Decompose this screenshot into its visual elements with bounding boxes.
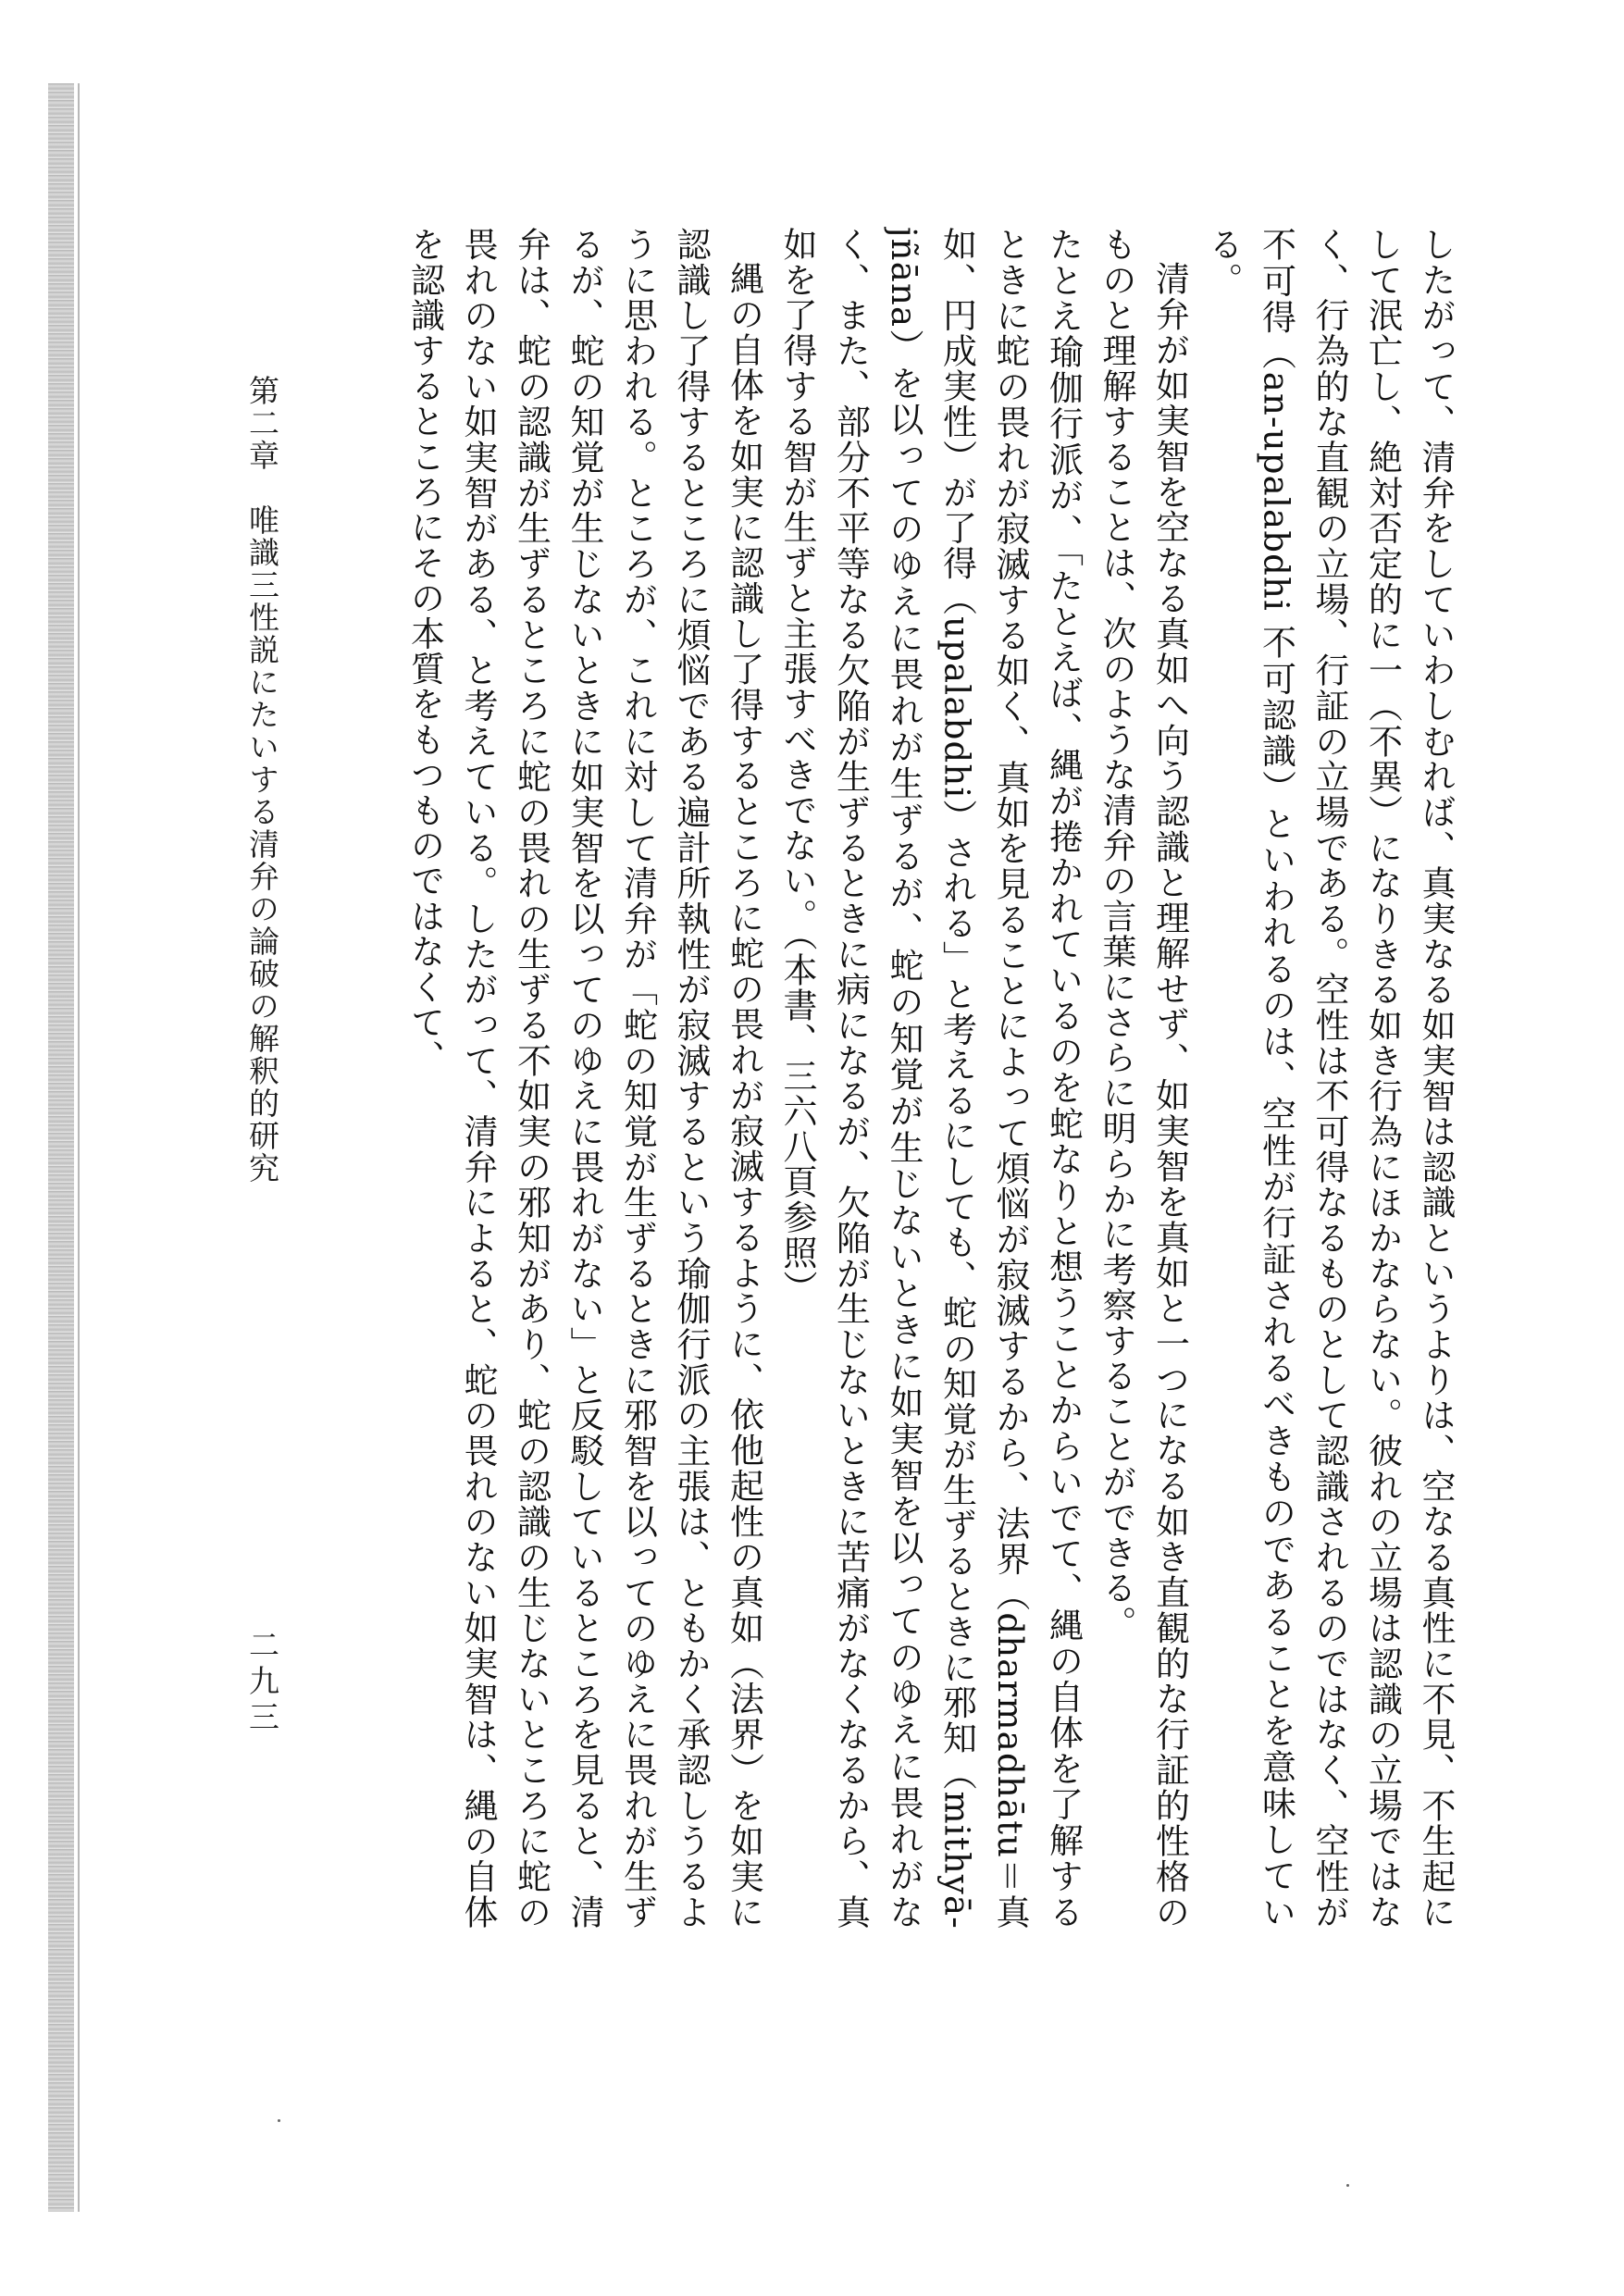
body-text (167, 227, 1462, 1930)
page-number: 二九三 (244, 1629, 280, 1737)
paragraph-4: 縄の自体を如実に認識し了得するところに蛇の畏れが寂滅するように、依他起性の真如（法界）を如実に認識し了得するところに煩悩である遍計所執性が寂滅するという瑜伽行派の主張は、ともかく承認しうるように思われる。ところが、これに対して清弁が「蛇の知覚が生ずるときに邪智を以ってのゆえに畏れが生ずるが、蛇の知覚が生じないときに如実智を以ってのゆえに畏れがない」と反駁しているところを見ると、清弁は、蛇の認識が生ずるところに蛇の畏れの生ずる不如実の邪知があり、蛇の認識の生じないところに蛇の畏れのない如実智がある、と考えている。したがって、清弁によると、蛇の畏れのない如実智は、縄の自体を認識するところにその本質をもつものではなくて、 (404, 227, 764, 1930)
paragraph-2: 清弁が如実智を空なる真如へ向う認識と理解せず、如実智を真如と一つになる如き直観的な行証的性格のものと理解することは、次のような清弁の言葉にさらに明らかに考察することができる。 (1097, 227, 1190, 1930)
quotation-paragraph: たとえ瑜伽行派が、「たとえば、縄が捲かれているのを蛇なりと想うことからいでて、縄の自体を了解するときに蛇の畏れが寂滅する如く、真如を見ることによって煩悩が寂滅するから、法界（dharmadhātu＝真如、円成実性）が了得（upalabdhi）される」と考えるにしても、蛇の知覚が生ずるときに邪知（mithyā-jñāna）を以ってのゆえに畏れが生ずるが、蛇の知覚が生じないときに如実智を以ってのゆえに畏れがなく、また、部分不平等なる欠陥が生ずるときに病になるが、欠陥が生じないときに苦痛がなくなるから、真如を了得する智が生ずと主張すべきでない。（本書、三六八頁参照） (777, 227, 1084, 1930)
running-head: 第二章 唯識三性説にたいする清弁の論破の解釈的研究 (244, 375, 280, 1185)
scan-speck (278, 2119, 280, 2122)
paragraph-1: したがって、清弁をしていわしむれば、真実なる如実智は認識というよりは、空なる真性に不見、不生起にして泯亡し、絶対否定的に一（不異）になりきる如き行為にほかならない。彼れの立場は認識の立場ではなく、行為的な直観の立場、行証の立場である。空性は不可得なるものとして認識されるのではなく、空性が不可得（an-upalabdhi 不可認識）といわれるのは、空性が行証されるべきものであることを意味している。 (1203, 227, 1456, 1930)
binding-edge-line (78, 83, 80, 2212)
binding-edge (48, 83, 74, 2212)
scan-speck (1346, 2184, 1349, 2187)
